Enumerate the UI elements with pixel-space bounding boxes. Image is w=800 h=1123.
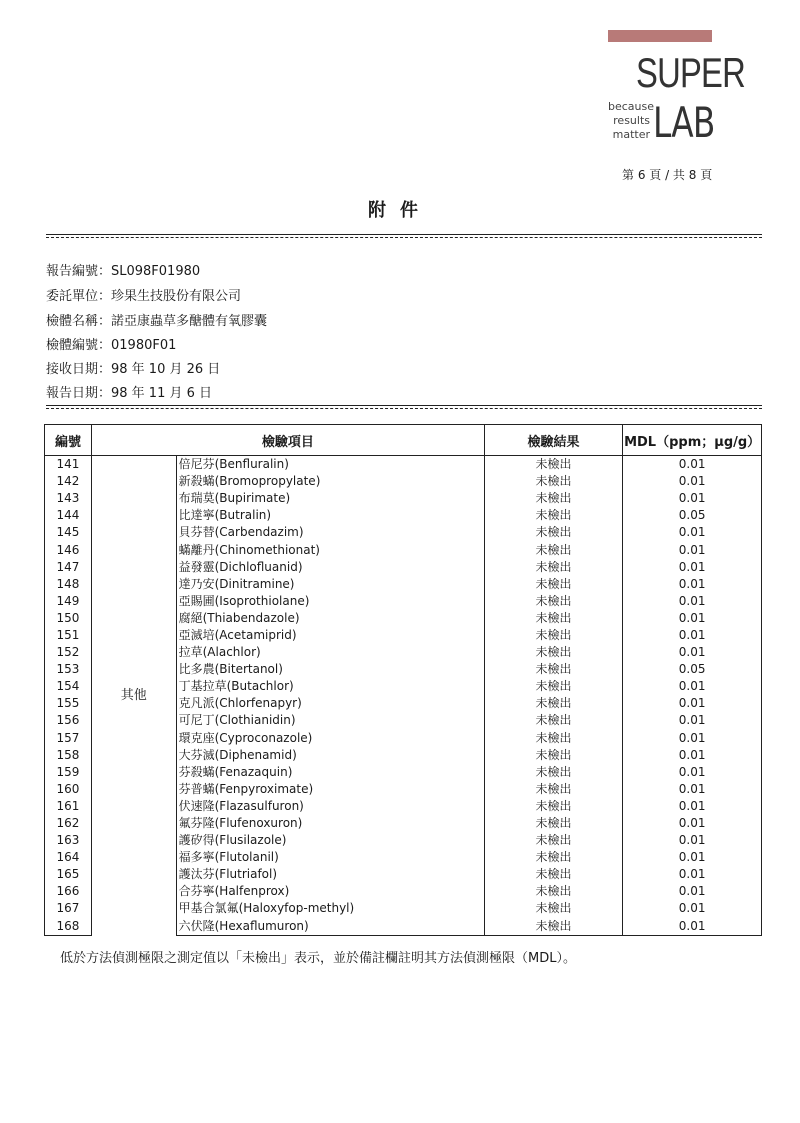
- test-result: 未檢出: [484, 695, 622, 712]
- test-result: 未檢出: [484, 593, 622, 610]
- row-number: 161: [45, 798, 92, 815]
- row-number: 152: [45, 644, 92, 661]
- mdl-value: 0.01: [623, 593, 762, 610]
- test-result: 未檢出: [484, 747, 622, 764]
- test-item: 達乃安(Dinitramine): [176, 576, 484, 593]
- row-number: 148: [45, 576, 92, 593]
- test-result: 未檢出: [484, 473, 622, 490]
- logo-tagline-line: because: [608, 100, 655, 113]
- sample-number: 檢體編號：01980F01: [46, 338, 177, 353]
- logo-color-bar: [608, 30, 712, 42]
- row-number: 164: [45, 849, 92, 866]
- row-number: 166: [45, 883, 92, 900]
- received-date: 接收日期：98 年 10 月 26 日: [46, 362, 221, 377]
- mdl-value: 0.01: [623, 798, 762, 815]
- test-item: 可尼丁(Clothianidin): [176, 712, 484, 729]
- test-item: 護矽得(Flusilazole): [176, 832, 484, 849]
- row-number: 151: [45, 627, 92, 644]
- mdl-value: 0.01: [623, 576, 762, 593]
- mdl-value: 0.01: [623, 866, 762, 883]
- mdl-value: 0.01: [623, 490, 762, 507]
- test-item: 伏速隆(Flazasulfuron): [176, 798, 484, 815]
- test-item: 六伏隆(Hexaflumuron): [176, 918, 484, 936]
- row-number: 168: [45, 918, 92, 936]
- test-item: 益發靈(Dichlofluanid): [176, 559, 484, 576]
- row-number: 155: [45, 695, 92, 712]
- test-result: 未檢出: [484, 610, 622, 627]
- test-item: 亞賜圃(Isoprothiolane): [176, 593, 484, 610]
- test-item: 克凡派(Chlorfenapyr): [176, 695, 484, 712]
- row-number: 160: [45, 781, 92, 798]
- sample-name: 檢體名稱：諾亞康蟲草多醣體有氧膠囊: [46, 314, 268, 329]
- mdl-value: 0.01: [623, 473, 762, 490]
- test-item: 亞滅培(Acetamiprid): [176, 627, 484, 644]
- logo-tagline-line: matter: [612, 128, 650, 141]
- test-item: 貝芬替(Carbendazim): [176, 524, 484, 541]
- test-result: 未檢出: [484, 781, 622, 798]
- row-number: 159: [45, 764, 92, 781]
- mdl-value: 0.01: [623, 815, 762, 832]
- table-row: [45, 456, 762, 474]
- test-result: 未檢出: [484, 849, 622, 866]
- test-result: 未檢出: [484, 712, 622, 729]
- mdl-value: 0.01: [623, 747, 762, 764]
- page-number: 第 6 頁 / 共 8 頁: [622, 168, 713, 182]
- test-result: 未檢出: [484, 764, 622, 781]
- test-item: 布瑞莫(Bupirimate): [176, 490, 484, 507]
- row-number: 145: [45, 524, 92, 541]
- superlab-logo: [608, 30, 745, 147]
- mdl-value: 0.01: [623, 781, 762, 798]
- test-item: 倍尼芬(Benfluralin): [176, 456, 484, 474]
- test-result: 未檢出: [484, 661, 622, 678]
- page-title: 附件: [368, 200, 432, 221]
- mdl-value: 0.01: [623, 918, 762, 936]
- header-number: 編號: [45, 425, 92, 456]
- row-number: 144: [45, 507, 92, 524]
- header-result: 檢驗結果: [484, 425, 622, 456]
- mdl-value: 0.05: [623, 507, 762, 524]
- mdl-value: 0.01: [623, 695, 762, 712]
- mdl-value: 0.01: [623, 610, 762, 627]
- test-result: 未檢出: [484, 918, 622, 936]
- row-number: 146: [45, 541, 92, 558]
- logo-tagline-line: results: [613, 114, 650, 127]
- test-result: 未檢出: [484, 815, 622, 832]
- row-number: 142: [45, 473, 92, 490]
- test-item: 新殺蟎(Bromopropylate): [176, 473, 484, 490]
- test-result: 未檢出: [484, 456, 622, 474]
- client-name: 委託單位：珍果生技股份有限公司: [46, 289, 242, 304]
- report-number: 報告編號：SL098F01980: [46, 264, 201, 279]
- test-item: 氟芬隆(Flufenoxuron): [176, 815, 484, 832]
- mdl-value: 0.01: [623, 832, 762, 849]
- header-item: 檢驗項目: [91, 425, 484, 456]
- row-number: 157: [45, 730, 92, 747]
- table-body: [45, 456, 762, 936]
- row-number: 162: [45, 815, 92, 832]
- row-number: 149: [45, 593, 92, 610]
- row-number: 167: [45, 900, 92, 917]
- mdl-value: 0.01: [623, 644, 762, 661]
- test-result: 未檢出: [484, 524, 622, 541]
- footnote: 低於方法偵測極限之測定值以「未檢出」表示，並於備註欄註明其方法偵測極限（MDL）。: [60, 951, 576, 966]
- test-item: 芬殺蟎(Fenazaquin): [176, 764, 484, 781]
- mdl-value: 0.01: [623, 456, 762, 474]
- test-item: 丁基拉草(Butachlor): [176, 678, 484, 695]
- logo-tagline: [608, 100, 655, 142]
- mdl-value: 0.01: [623, 764, 762, 781]
- test-item: 甲基合氯氟(Haloxyfop-methyl): [176, 900, 484, 917]
- divider-bottom: [46, 405, 762, 406]
- row-number: 158: [45, 747, 92, 764]
- group-label: 其他: [91, 456, 176, 936]
- test-result: 未檢出: [484, 678, 622, 695]
- row-number: 154: [45, 678, 92, 695]
- test-result: 未檢出: [484, 900, 622, 917]
- row-number: 147: [45, 559, 92, 576]
- test-result: 未檢出: [484, 730, 622, 747]
- test-result: 未檢出: [484, 507, 622, 524]
- mdl-value: 0.05: [623, 661, 762, 678]
- divider-top: [46, 234, 762, 235]
- test-result: 未檢出: [484, 644, 622, 661]
- test-result: 未檢出: [484, 627, 622, 644]
- mdl-value: 0.01: [623, 849, 762, 866]
- test-item: 腐絕(Thiabendazole): [176, 610, 484, 627]
- results-table: [44, 424, 762, 936]
- report-date: 報告日期：98 年 11 月 6 日: [46, 386, 213, 401]
- row-number: 150: [45, 610, 92, 627]
- test-item: 合芬寧(Halfenprox): [176, 883, 484, 900]
- test-result: 未檢出: [484, 866, 622, 883]
- test-result: 未檢出: [484, 798, 622, 815]
- test-item: 芬普蟎(Fenpyroximate): [176, 781, 484, 798]
- test-result: 未檢出: [484, 832, 622, 849]
- mdl-value: 0.01: [623, 730, 762, 747]
- row-number: 143: [45, 490, 92, 507]
- mdl-value: 0.01: [623, 524, 762, 541]
- mdl-value: 0.01: [623, 559, 762, 576]
- row-number: 141: [45, 456, 92, 474]
- mdl-value: 0.01: [623, 678, 762, 695]
- test-item: 比多農(Bitertanol): [176, 661, 484, 678]
- test-item: 福多寧(Flutolanil): [176, 849, 484, 866]
- header-mdl: MDL（ppm；μg/g）: [623, 425, 762, 456]
- test-item: 護汰芬(Flutriafol): [176, 866, 484, 883]
- test-item: 環克座(Cyproconazole): [176, 730, 484, 747]
- test-result: 未檢出: [484, 576, 622, 593]
- mdl-value: 0.01: [623, 627, 762, 644]
- test-result: 未檢出: [484, 559, 622, 576]
- mdl-value: 0.01: [623, 883, 762, 900]
- row-number: 163: [45, 832, 92, 849]
- mdl-value: 0.01: [623, 541, 762, 558]
- logo-word-super: SUPER: [636, 49, 745, 96]
- test-item: 拉草(Alachlor): [176, 644, 484, 661]
- test-item: 大芬滅(Diphenamid): [176, 747, 484, 764]
- logo-word-lab: LAB: [653, 98, 715, 147]
- mdl-value: 0.01: [623, 712, 762, 729]
- test-result: 未檢出: [484, 541, 622, 558]
- test-result: 未檢出: [484, 883, 622, 900]
- table-header-row: [45, 425, 762, 456]
- mdl-value: 0.01: [623, 900, 762, 917]
- test-item: 比達寧(Butralin): [176, 507, 484, 524]
- row-number: 156: [45, 712, 92, 729]
- row-number: 153: [45, 661, 92, 678]
- row-number: 165: [45, 866, 92, 883]
- test-item: 蟎離丹(Chinomethionat): [176, 541, 484, 558]
- test-result: 未檢出: [484, 490, 622, 507]
